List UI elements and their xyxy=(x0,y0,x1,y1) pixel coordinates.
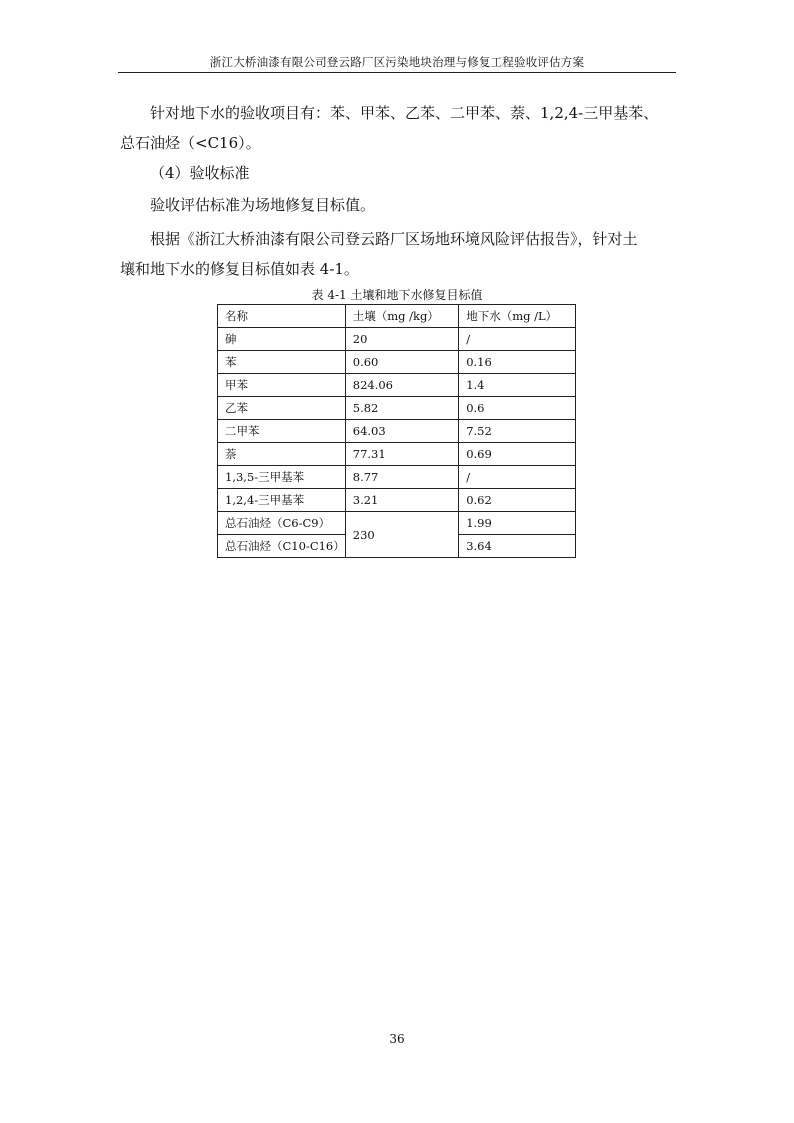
page-number: 36 xyxy=(389,1032,405,1046)
cell-name: 苯 xyxy=(218,351,346,374)
header-soil: 土壤（mg /kg） xyxy=(345,305,458,328)
cell-groundwater: 7.52 xyxy=(459,420,576,443)
table-caption: 表 4-1 土壤和地下水修复目标值 xyxy=(311,288,483,302)
cell-soil: 0.60 xyxy=(345,351,458,374)
cell-soil: 64.03 xyxy=(345,420,458,443)
cell-name: 甲苯 xyxy=(218,374,346,397)
cell-groundwater: 1.4 xyxy=(459,374,576,397)
cell-soil: 5.82 xyxy=(345,397,458,420)
cell-groundwater: 0.69 xyxy=(459,443,576,466)
table-row xyxy=(218,512,576,535)
paragraph-basis: 根据《浙江大桥油漆有限公司登云路厂区场地环境风险评估报告》，针对土 xyxy=(150,230,638,248)
table-row xyxy=(218,443,576,466)
cell-groundwater: 0.62 xyxy=(459,489,576,512)
paragraph-groundwater-items-cont: 总石油烃（<C16）。 xyxy=(120,134,261,152)
remediation-target-table xyxy=(217,304,576,558)
header-divider xyxy=(118,72,676,73)
cell-name: 二甲苯 xyxy=(218,420,346,443)
cell-groundwater: / xyxy=(459,328,576,351)
paragraph-standard: 验收评估标准为场地修复目标值。 xyxy=(150,196,376,214)
cell-soil: 824.06 xyxy=(345,374,458,397)
cell-soil: 8.77 xyxy=(345,466,458,489)
table-row xyxy=(218,397,576,420)
paragraph-basis-cont: 壤和地下水的修复目标值如表 4-1。 xyxy=(120,260,359,278)
table-row xyxy=(218,328,576,351)
header-name: 名称 xyxy=(218,305,346,328)
table-row xyxy=(218,466,576,489)
table-row xyxy=(218,489,576,512)
cell-name: 1,2,4-三甲基苯 xyxy=(218,489,346,512)
cell-name: 乙苯 xyxy=(218,397,346,420)
cell-groundwater: 3.64 xyxy=(459,535,576,558)
table-row xyxy=(218,374,576,397)
table-row xyxy=(218,351,576,374)
table-row xyxy=(218,420,576,443)
header-groundwater: 地下水（mg /L） xyxy=(459,305,576,328)
cell-name: 总石油烃（C10-C16） xyxy=(218,535,346,558)
cell-groundwater: 0.6 xyxy=(459,397,576,420)
cell-name: 萘 xyxy=(218,443,346,466)
cell-name: 砷 xyxy=(218,328,346,351)
cell-soil: 77.31 xyxy=(345,443,458,466)
paragraph-groundwater-items: 针对地下水的验收项目有：苯、甲苯、乙苯、二甲苯、萘、1,2,4-三甲基苯、 xyxy=(150,104,659,122)
cell-groundwater: 1.99 xyxy=(459,512,576,535)
table-header-row xyxy=(218,305,576,328)
running-header: 浙江大桥油漆有限公司登云路厂区污染地块治理与修复工程验收评估方案 xyxy=(209,55,585,69)
cell-soil: 3.21 xyxy=(345,489,458,512)
cell-groundwater: / xyxy=(459,466,576,489)
section-heading-acceptance-standard: （4）验收标准 xyxy=(150,164,250,182)
cell-name: 总石油烃（C6-C9） xyxy=(218,512,346,535)
cell-soil-merged: 230 xyxy=(345,512,458,558)
cell-name: 1,3,5-三甲基苯 xyxy=(218,466,346,489)
cell-groundwater: 0.16 xyxy=(459,351,576,374)
cell-soil: 20 xyxy=(345,328,458,351)
